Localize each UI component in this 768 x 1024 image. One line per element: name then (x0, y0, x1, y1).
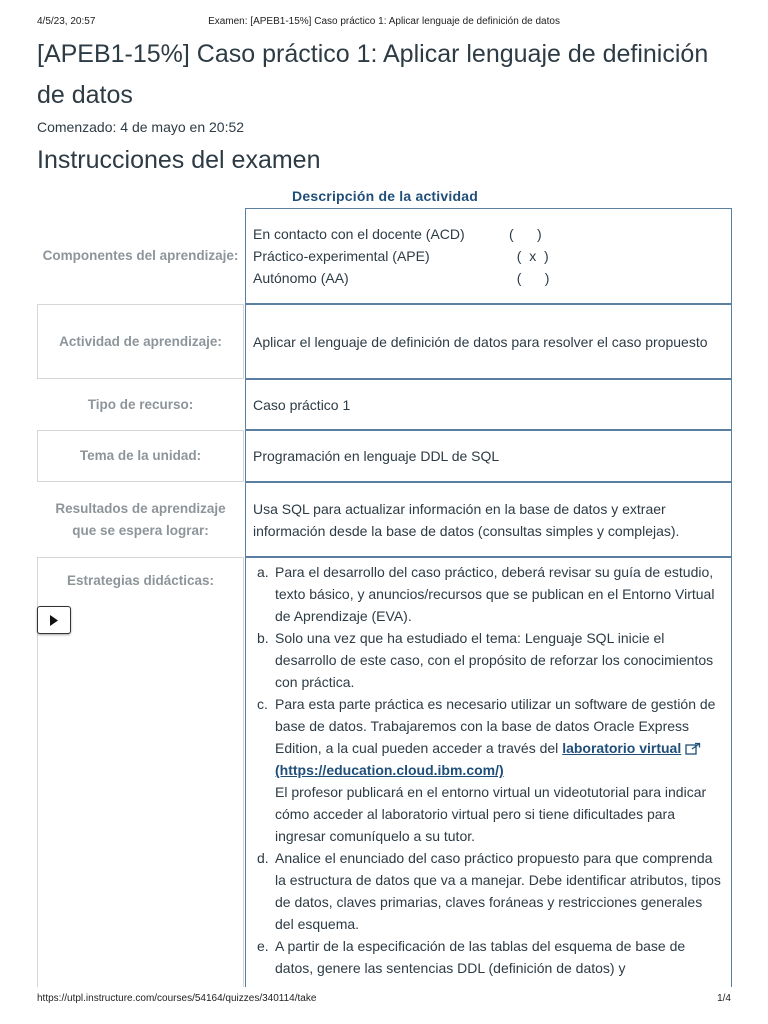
strategy-text: Para esta parte práctica es necesario utilizar un software de gestión de base de datos. Trabajaremos con la base de datos Oracle Express Edition, a la cual pueden acceder a través del (275, 696, 716, 756)
virtual-lab-url[interactable]: (https://education.cloud.ibm.com/) (275, 762, 504, 778)
component-acd-mark: ( ) (509, 226, 542, 242)
strategies-value (245, 557, 732, 987)
row-strategies (37, 557, 732, 987)
strategy-letter: a. (257, 564, 269, 580)
strategy-item-c (253, 693, 724, 847)
unit-topic-label: Tema de la unidad: (37, 430, 244, 482)
print-header (37, 16, 731, 30)
strategy-text: Solo una vez que ha estudiado el tema: Lenguaje SQL inicie el desarrollo de este caso, con el propósito de reforzar los conocimientos con práctica. (275, 630, 714, 690)
row-unit-topic (37, 430, 732, 482)
print-footer (37, 993, 731, 1007)
strategy-item-a (253, 561, 724, 627)
row-learning-activity (37, 304, 732, 379)
row-components (37, 208, 732, 304)
learning-activity-value: Aplicar el lenguaje de definición de datos para resolver el caso propuesto (245, 304, 732, 379)
component-aa-text: Autónomo (AA) (253, 270, 349, 286)
instructions-heading: Instrucciones del examen (37, 146, 321, 174)
resource-type-label: Tipo de recurso: (87, 396, 194, 412)
strategy-text: A partir de la especificación de las tablas del esquema de base de datos, genere las sentencias DDL (definición de datos) y (275, 938, 686, 976)
component-aa (253, 267, 724, 289)
play-icon (49, 615, 59, 626)
strategy-letter: e. (257, 938, 269, 954)
page-number: 1/4 (717, 993, 731, 1004)
print-url: https://utpl.instructure.com/courses/54164/quizzes/340114/take (37, 993, 317, 1004)
expected-results-label: Resultados de aprendizaje que se espera lograr: (55, 500, 226, 538)
strategy-item-b (253, 627, 724, 693)
strategy-text-continued: El profesor publicará en el entorno virtual un videotutorial para indicar cómo acceder al laboratorio virtual pero si tiene dificultades para ingresar comuníquelo a su tutor. (275, 784, 707, 844)
print-document-title: Examen: [APEB1-15%] Caso práctico 1: Aplicar lenguaje de definición de datos (208, 16, 560, 27)
strategy-text: Analice el enunciado del caso práctico propuesto para que comprenda la estructura de datos que va a manejar. Debe identificar atributos, tipos de datos, claves primarias, claves foráneas y restricciones generales del esquema. (275, 850, 721, 932)
strategy-text: Para el desarrollo del caso práctico, deberá revisar su guía de estudio, texto básico, y anuncios/recursos que se publican en el Entorno Virtual de Aprendizaje (EVA). (275, 564, 715, 624)
external-link-icon (685, 742, 701, 755)
strategies-list (253, 561, 724, 979)
virtual-lab-link[interactable]: laboratorio virtual (562, 740, 682, 756)
component-ape-text: Práctico-experimental (APE) (253, 248, 430, 264)
row-resource-type (37, 379, 732, 430)
strategy-item-d (253, 847, 724, 935)
strategies-label: Estrategias didácticas: (37, 557, 244, 987)
component-ape-mark: ( x ) (509, 248, 549, 264)
play-button[interactable] (37, 606, 71, 634)
components-value (245, 208, 732, 304)
unit-topic-value: Programación en lenguaje DDL de SQL (245, 430, 732, 482)
component-aa-mark: ( ) (509, 270, 550, 286)
activity-table-caption: Descripción de la actividad (292, 188, 478, 204)
component-acd-text: En contacto con el docente (ACD) (253, 226, 465, 242)
print-date: 4/5/23, 20:57 (37, 16, 96, 27)
component-acd (253, 223, 724, 245)
row-expected-results (37, 482, 732, 557)
expected-results-value: Usa SQL para actualizar información en la base de datos y extraer información desde la base de datos (consultas simples y complejas). (245, 482, 732, 557)
strategy-letter: d. (257, 850, 269, 866)
quiz-title: [APEB1-15%] Caso práctico 1: Aplicar lenguaje de definición de datos (37, 40, 709, 109)
components-label: Componentes del aprendizaje: (42, 248, 239, 263)
started-timestamp: Comenzado: 4 de mayo en 20:52 (37, 119, 245, 135)
strategy-item-e (253, 935, 724, 979)
strategy-letter: c. (257, 696, 268, 712)
resource-type-value: Caso práctico 1 (245, 379, 732, 430)
component-ape (253, 245, 724, 267)
learning-activity-label: Actividad de aprendizaje: (37, 304, 244, 379)
strategy-letter: b. (257, 630, 269, 646)
